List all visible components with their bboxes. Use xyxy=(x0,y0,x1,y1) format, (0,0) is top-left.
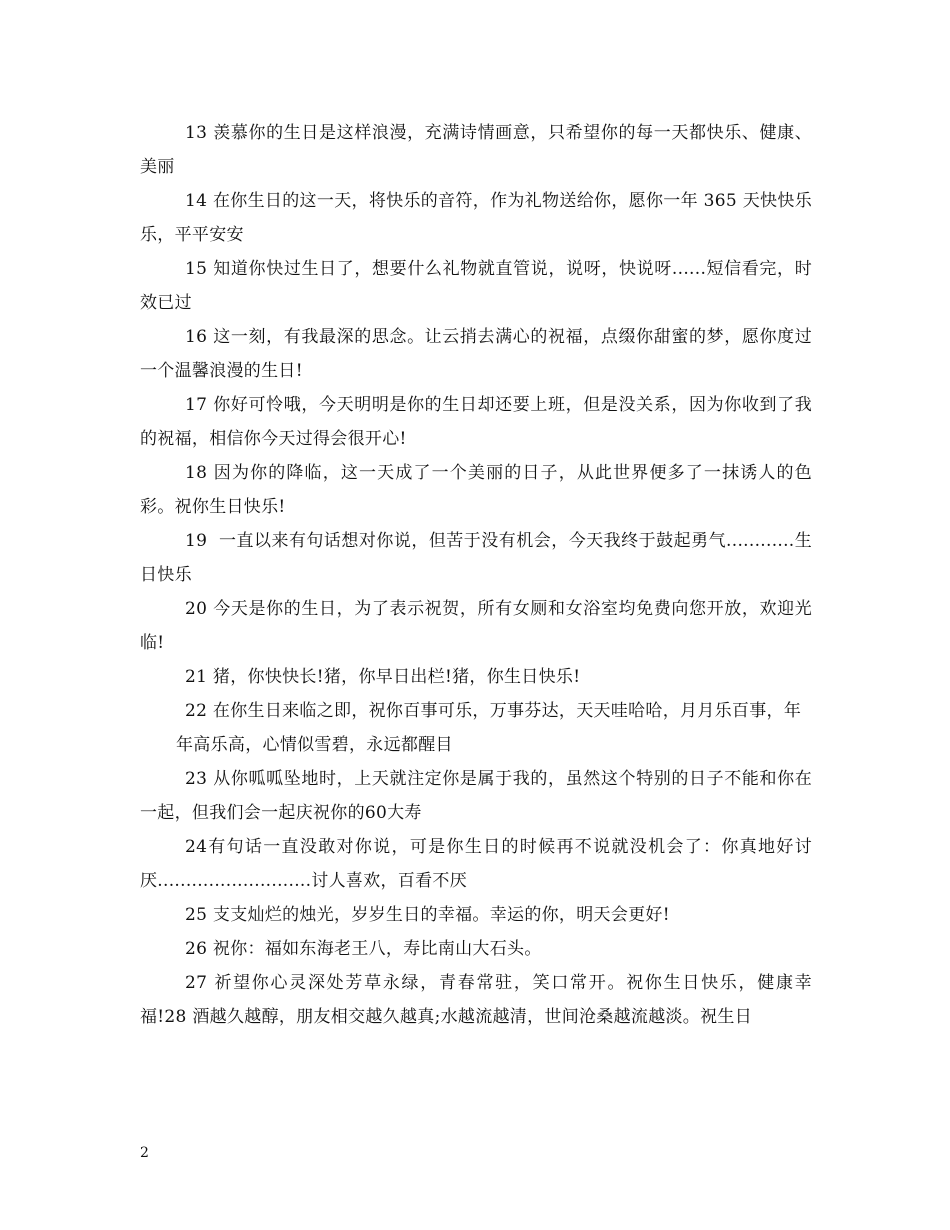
paragraph-19: 19 一直以来有句话想对你说，但苦于没有机会，今天我终于鼓起勇气............生日快乐 xyxy=(140,531,812,585)
paragraph-13: 13 羡慕你的生日是这样浪漫，充满诗情画意，只希望你的每一天都快乐、健康、美丽 xyxy=(140,123,812,177)
paragraph-22: 22 在你生日来临之即，祝你百事可乐，万事芬达，天天哇哈哈，月月乐百事，年 xyxy=(185,701,802,721)
paragraph-14: 14 在你生日的这一天，将快乐的音符，作为礼物送给你，愿你一年 365 天快快乐乐，平平安安 xyxy=(140,191,812,245)
paragraph-24: 24有句话一直没敢对你说，可是你生日的时候再不说就没机会了：你真地好讨厌...........................讨人喜欢，百看不厌 xyxy=(140,837,812,891)
paragraph-23: 23 从你呱呱坠地时，上天就注定你是属于我的，虽然这个特别的日子不能和你在一起，但我们会一起庆祝你的60大寿 xyxy=(140,769,812,823)
paragraph-27: 27 祈望你心灵深处芳草永绿，青春常驻，笑口常开。祝你生日快乐，健康幸福!28 酒越久越醇，朋友相交越久越真;水越流越清，世间沧桑越流越淡。祝生日 xyxy=(140,973,812,1027)
paragraph-21: 21 猪，你快快长!猪，你早日出栏!猪，你生日快乐! xyxy=(185,667,581,687)
paragraph-25: 25 支支灿烂的烛光，岁岁生日的幸福。幸运的你，明天会更好! xyxy=(185,905,670,925)
paragraph-22-continued: 年高乐高，心情似雪碧，永远都醒目 xyxy=(176,735,453,755)
page-number: 2 xyxy=(140,1145,149,1161)
paragraph-16: 16 这一刻，有我最深的思念。让云捎去满心的祝福，点缀你甜蜜的梦，愿你度过一个温馨浪漫的生日! xyxy=(140,327,812,381)
paragraph-26: 26 祝你：福如东海老王八，寿比南山大石头。 xyxy=(185,939,542,959)
paragraph-20: 20 今天是你的生日，为了表示祝贺，所有女厕和女浴室均免费向您开放，欢迎光临! xyxy=(140,599,812,653)
paragraph-18: 18 因为你的降临，这一天成了一个美丽的日子，从此世界便多了一抹诱人的色彩。祝你生日快乐! xyxy=(140,463,812,517)
paragraph-17: 17 你好可怜哦，今天明明是你的生日却还要上班，但是没关系，因为你收到了我的祝福，相信你今天过得会很开心! xyxy=(140,395,812,449)
document-body xyxy=(140,116,812,1034)
paragraph-15: 15 知道你快过生日了，想要什么礼物就直管说，说呀，快说呀......短信看完，时效已过 xyxy=(140,259,812,313)
